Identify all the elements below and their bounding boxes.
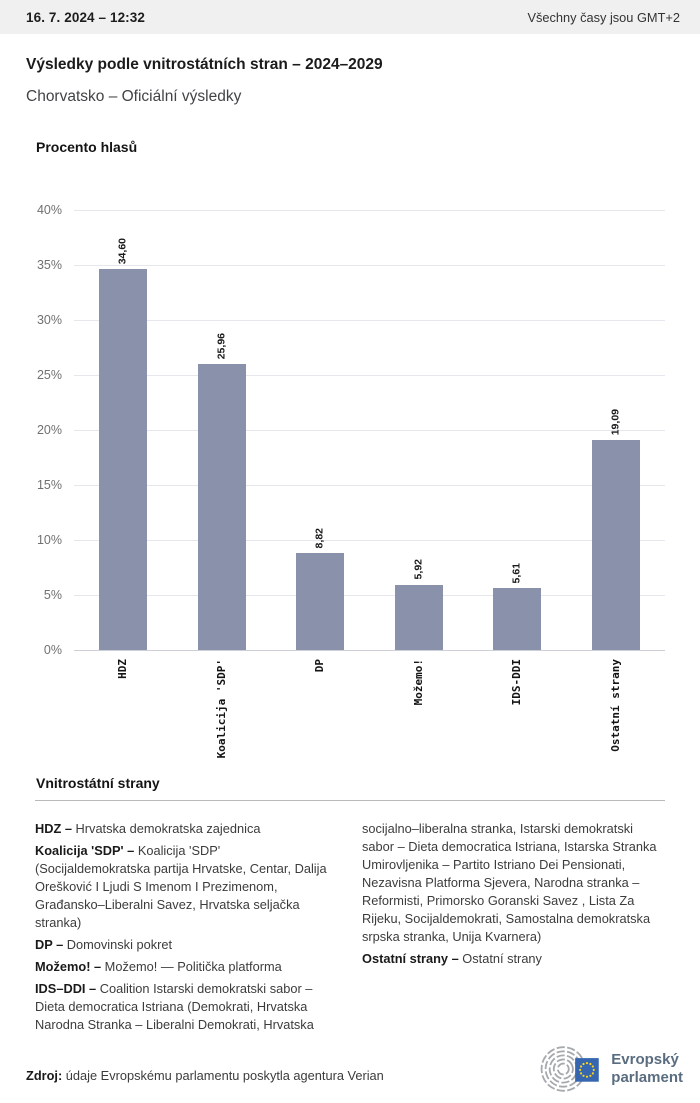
party-description: Ostatní strany — [458, 951, 542, 966]
party-entry — [35, 936, 338, 954]
bar-koalicija-sdp-[interactable] — [198, 364, 246, 650]
bar-hdz[interactable] — [99, 269, 147, 650]
y-axis-tick: 25% — [36, 368, 62, 382]
bar-slot — [567, 210, 666, 752]
bar-chart — [74, 210, 665, 759]
gridline — [74, 650, 665, 651]
page-subtitle: Chorvatsko – Oficiální výsledky — [26, 88, 242, 105]
top-bar — [0, 0, 700, 34]
bar-slot — [271, 210, 370, 673]
party-description: Možemo! — Politička platforma — [101, 959, 282, 974]
eu-flag-icon — [575, 1058, 599, 1082]
party-term: Možemo! – — [35, 959, 102, 974]
bar-slot — [468, 210, 567, 706]
party-term: IDS–DDI – — [35, 981, 97, 996]
x-axis-label: DP — [313, 659, 327, 673]
party-description: Koalicija 'SDP' (Socijaldemokratska partija Hrvatske, Centar, Dalija Orešković I Ljudi S Imenom I Prezimenom, Građansko–Liberalni Savez, Hrvatska seljačka stranka) — [35, 843, 327, 930]
parliament-logo-text — [611, 1051, 683, 1087]
timezone-note: Všechny časy jsou GMT+2 — [527, 9, 680, 25]
bar-value-label: 25,96 — [215, 333, 228, 360]
y-axis-tick: 35% — [36, 258, 62, 272]
party-entry — [362, 950, 665, 968]
source-label: Zdroj: — [26, 1068, 63, 1083]
x-axis-label: IDS-DDI — [510, 659, 524, 706]
bar-slot — [74, 210, 173, 679]
bar-value-label: 8,82 — [313, 527, 326, 548]
party-term: Ostatní strany – — [362, 951, 459, 966]
party-entry — [35, 958, 338, 976]
bar-value-label: 19,09 — [609, 408, 622, 436]
source-text: údaje Evropskému parlamentu poskytla agentura Verian — [62, 1068, 384, 1083]
national-parties-heading: Vnitrostátní strany — [36, 775, 160, 791]
bar-slot — [370, 210, 469, 706]
party-term: Koalicija 'SDP' – — [35, 843, 135, 858]
party-list — [35, 820, 665, 1048]
y-axis-tick: 30% — [36, 313, 62, 327]
chart-title: Procento hlasů — [36, 139, 138, 155]
y-axis-tick: 40% — [36, 203, 62, 217]
source-note — [26, 1068, 384, 1083]
y-axis — [0, 203, 62, 657]
bar-value-label: 5,92 — [412, 559, 425, 580]
bar-dp[interactable] — [296, 553, 344, 650]
bar-value-label: 5,61 — [510, 562, 523, 584]
party-term: DP – — [35, 937, 64, 952]
party-description: Domovinski pokret — [63, 937, 173, 952]
x-axis-label: Ostatní strany — [608, 659, 622, 752]
y-axis-tick: 5% — [43, 588, 62, 602]
parliament-hemicycle-icon — [527, 1042, 603, 1096]
x-axis-label: Koalicija 'SDP' — [214, 659, 228, 759]
bar-slot — [173, 210, 272, 759]
party-description: Hrvatska demokratska zajednica — [71, 821, 261, 836]
bar-ids-ddi[interactable] — [493, 588, 541, 650]
party-entry — [35, 842, 338, 932]
party-description: Coalition Istarski demokratski sabor – Dieta democratica Istriana (Demokrati, Hrvatska Narodna Stranka – Liberalni Demokrati, Hrvatska socijalno–liberalna stranka, Istarski demokratski sabor – Dieta democratica Istriana, Istarska Stranka Umirovljenika – Partito Istriano Dei Pensionati, Nezavisna Platforma Sjevera, Narodna stranka – Reformisti, Primorsko Goranski Savez , Lista Za Rijeku, Socijaldemokrati, Samostalna demokratska srpska stranka, Unija Kvarnera) — [35, 821, 657, 1032]
section-divider — [35, 800, 665, 801]
party-term: HDZ – — [35, 821, 72, 836]
x-axis-label: HDZ — [116, 659, 130, 679]
bar-value-label: 34,60 — [116, 238, 129, 265]
x-axis-label: Možemo! — [411, 659, 425, 706]
logo-line-1: Evropský — [611, 1051, 679, 1068]
european-parliament-logo — [527, 1042, 683, 1096]
y-axis-tick: 10% — [36, 533, 62, 547]
datetime-label: 16. 7. 2024 – 12:32 — [26, 9, 145, 25]
logo-line-2: parlament — [611, 1069, 683, 1086]
y-axis-tick: 0% — [43, 643, 62, 657]
bar-ostatn-strany[interactable] — [592, 440, 640, 650]
y-axis-tick: 15% — [36, 478, 62, 492]
bar-mo-emo-[interactable] — [395, 585, 443, 650]
party-entry — [35, 820, 338, 838]
page-title: Výsledky podle vnitrostátních stran – 2024–2029 — [26, 56, 383, 73]
y-axis-tick: 20% — [36, 423, 62, 437]
